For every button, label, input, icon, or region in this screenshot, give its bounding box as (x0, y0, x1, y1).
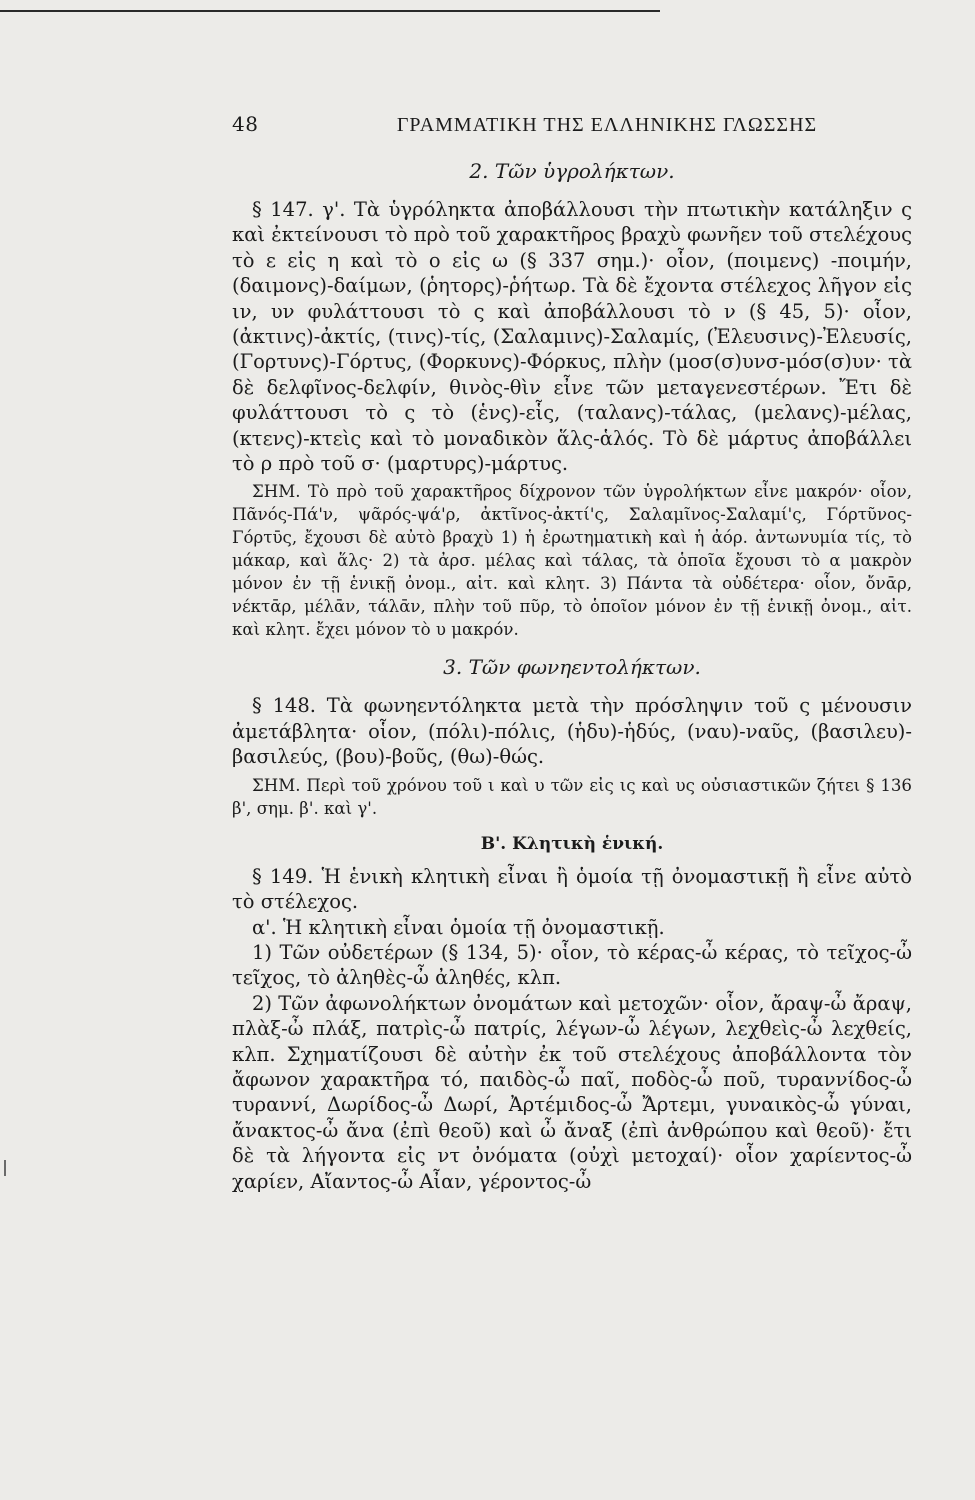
page-number: 48 (232, 112, 259, 136)
page-title: ΓΡΑΜΜΑΤΙΚΗ ΤΗΣ ΕΛΛΗΝΙΚΗΣ ΓΛΩΣΣΗΣ (396, 114, 818, 136)
page-content (232, 112, 912, 1194)
paragraph-148: § 148. Τὰ φωνηεντόληκτα μετὰ τὴν πρόσληψιν τοῦ ς μένουσιν ἀμετάβλητα· οἷον, (πόλι)-πόλις, (ἡδυ)-ἡδύς, (ναυ)-ναῦς, (βασιλευ)-βασιλεύς, (βου)-βοῦς, (θω)-θώς. (232, 694, 912, 769)
paragraph-alpha: α'. Ἡ κλητικὴ εἶναι ὁμοία τῇ ὀνομαστικῇ. (252, 915, 665, 939)
subsection-heading-3: 3. Τῶν φωνηεντολήκτων. (443, 655, 701, 680)
running-head (232, 112, 912, 137)
top-border-rule (0, 10, 660, 12)
paragraph-item-2: 2) Τῶν ἀφωνολήκτων ὀνομάτων καὶ μετοχῶν· οἷον, ἄραψ-ὦ ἄραψ, πλὰξ-ὦ πλάξ, πατρὶς-ὦ πατρίς, λέγων-ὦ λέγων, λεχθεὶς-ὦ λεχθείς, κλπ. Σχηματίζουσι δὲ αὐτὴν ἐκ τοῦ στελέχους ἀποβάλλοντα τὸν ἄφωνον χαρακτῆρα τό, παιδὸς-ὦ παῖ, ποδὸς-ὦ ποῦ, τυραννίδος-ὦ τυραννί, Δωρίδος-ὦ Δωρί, Ἀρτέμιδος-ὦ Ἄρτεμι, γυναικὸς-ὦ γύναι, ἄνακτος-ὦ ἄνα (ἐπὶ θεοῦ) καὶ ὦ ἄναξ (ἐπὶ ἀνθρώπου καὶ θεοῦ)· ἔτι δὲ τὰ λήγοντα εἰς ντ ὀνόματα (οὐχὶ μετοχαί)· οἷον χαρίεντος-ὦ χαρίεν, Αἴαντος-ὦ Αἶαν, γέροντος-ὦ (232, 991, 912, 1193)
margin-mark (4, 1160, 6, 1176)
note-148: ΣΗΜ. Περὶ τοῦ χρόνου τοῦ ι καὶ υ τῶν εἰς ις καὶ υς οὐσιαστικῶν ζήτει § 136 β', σημ. β'. καὶ γ'. (232, 775, 912, 818)
paragraph-item-1: 1) Τῶν οὐδετέρων (§ 134, 5)· οἷον, τὸ κέρας-ὦ κέρας, τὸ τεῖχος-ὦ τεῖχος, τὸ ἀληθὲς-ὦ ἀληθές, κλπ. (232, 940, 912, 990)
subsection-heading-2: 2. Τῶν ὑγρολήκτων. (469, 159, 675, 183)
note-147: ΣΗΜ. Τὸ πρὸ τοῦ χαρακτῆρος δίχρονον τῶν ὑγρολήκτων εἶνε μακρόν· οἷον, Πᾶνός-Πά'ν, ψᾶρός-ψά'ρ, ἀκτῖνος-ἀκτί'ς, Σαλαμῖνος-Σαλαμί'ς, Γόρτῦνος-Γόρτῡς, ἔχουσι δὲ αὐτὸ βραχὺ 1) ἡ ἐρωτηματικὴ καὶ ἡ ἀόρ. ἀντωνυμία τίς, τὸ μάκαρ, καὶ ἅλς· 2) τὰ ἀρσ. μέλας καὶ τάλας, τὰ ὁποῖα ἔχουσι τὸ α μακρὸν μόνον ἐν τῇ ἑνικῇ ὀνομ., αἰτ. καὶ κλητ. 3) Πάντα τὰ οὐδέτερα· οἷον, ὄνᾱρ, νέκτᾱρ, μέλᾱν, τάλᾱν, πλὴν τοῦ πῦρ, τὸ ὁποῖον μόνον ἐν τῇ ἑνικῇ ὀνομ., αἰτ. καὶ κλητ. ἔχει μόνον τὸ υ μακρόν. (232, 482, 912, 640)
section-heading-b: Β'. Κλητικὴ ἑνική. (480, 833, 664, 854)
paragraph-147: § 147. γ'. Τὰ ὑγρόληκτα ἀποβάλλουσι τὴν πτωτικὴν κατάληξιν ς καὶ ἐκτείνουσι τὸ πρὸ τοῦ χαρακτῆρος βραχὺ φωνῆεν τοῦ στελέχους τὸ ε εἰς η καὶ τὸ ο εἰς ω (§ 337 σημ.)· οἷον, (ποιμενς) -ποιμήν, (δαιμονς)-δαίμων, (ῥητορς)-ῥήτωρ. Τὰ δὲ ἔχοντα στέλεχος λῆγον εἰς ιν, υν φυλάττουσι τὸ ς καὶ ἀποβάλλουσι τὸ ν (§ 45, 5)· οἷον, (ἀκτινς)-ἀκτίς, (τινς)-τίς, (Σαλαμινς)-Σαλαμίς, (Ἐλευσινς)-Ἐλευσίς, (Γορτυνς)-Γόρτυς, (Φορκυνς)-Φόρκυς, πλὴν (μοσ(σ)υνσ-μόσ(σ)υν· τὰ δὲ δελφῖνος-δελφίν, θινὸς-θὶν εἶνε τῶν μεταγενεστέρων. Ἔτι δὲ φυλάττουσι τὸ ς τὸ (ἑνς)-εἷς, (ταλανς)-τάλας, (μελανς)-μέλας, (κτενς)-κτεὶς καὶ τὸ μοναδικὸν ἅλς-ἁλός. Τὸ δὲ μάρτυς ἀποβάλλει τὸ ρ πρὸ τοῦ σ· (μαρτυρς)-μάρτυς. (232, 198, 912, 476)
paragraph-149: § 149. Ἡ ἑνικὴ κλητικὴ εἶναι ἢ ὁμοία τῇ ὀνομαστικῇ ἢ εἶνε αὐτὸ τὸ στέλεχος. (232, 864, 912, 914)
